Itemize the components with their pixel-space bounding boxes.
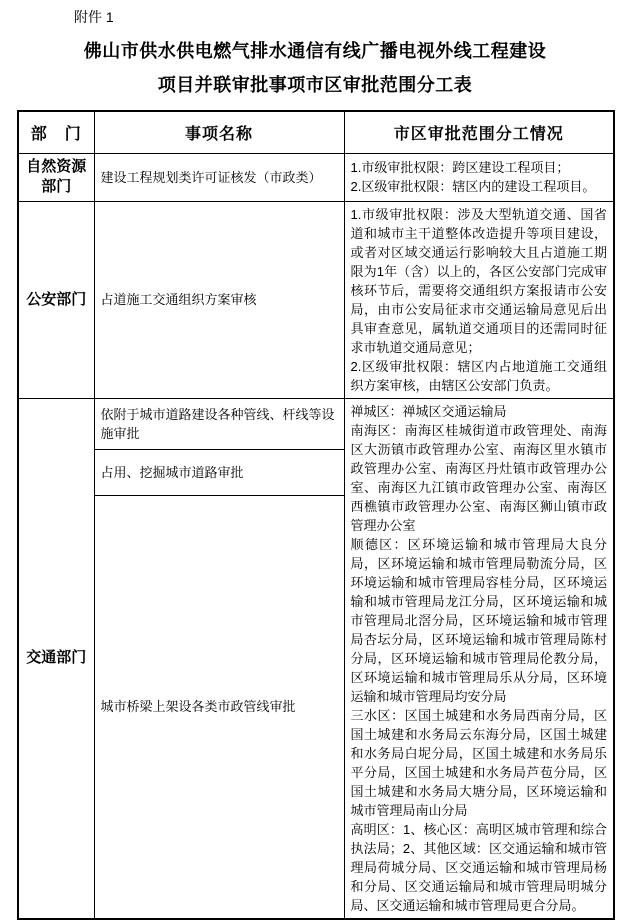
header-cell-scope: 市区审批范围分工情况 — [344, 111, 614, 153]
scope-cell-transport: 禅城区：禅城区交通运输局 南海区：南海区桂城街道市政管理处、南海区大沥镇市政管理办公室、南海区里水镇市政管理办公室、南海区丹灶镇市政管理办公室、南海区九江镇市政管理办公室、南海区西樵镇市政管理办公室、南海区狮山镇市政管理办公室 顺德区：区环境运输和城市管理局大良分局，区环境运输和城市管理局勒流分局，区环境运输和城市管理局容桂分局，区环境运输和城市管理局龙江分局，区环境运输和城市管理局北滘分局，区环境运输和城市管理局杏坛分局，区环境运输和城市管理局陈村分局，区环境运输和城市管理局伦教分局，区环境运输和城市管理局乐从分局，区环境运输和城市管理局均安分局 三水区：区国土城建和水务局西南分局，区国土城建和水务局云东海分局，区国土城建和水务局白坭分局，区国土城建和水务局乐平分局，区国土城建和水务局芦苞分局，区国土城建和水务局大塘分局，区环境运输和城市管理局南山分局 高明区：1、核心区：高明区城市管理和综合执法局；2、其他区域：区交通运输和城市管理局荷城分局、区交通运输和城市管理局杨和分局、区交通运输局和城市管理局明城分局、区交通运输和城市管理局更合分局。 — [344, 398, 614, 919]
page-title-line-1: 佛山市供水供电燃气排水通信有线广播电视外线工程建设 — [83, 41, 547, 61]
attachment-label: 附件 1 — [74, 9, 114, 25]
page-title-line-2: 项目并联审批事项市区审批范围分工表 — [157, 75, 473, 95]
table-row-public-security — [18, 201, 614, 398]
item-cell-road-occupation-traffic-plan: 占道施工交通组织方案审核 — [94, 201, 344, 398]
scope-cell-natural-resources: 1.市级审批权限：跨区建设工程项目； 2.区级审批权限：辖区内的建设工程项目。 — [344, 153, 614, 201]
approval-scope-table — [17, 110, 615, 920]
header-cell-item-name: 事项名称 — [94, 111, 344, 153]
header-cell-department: 部 门 — [18, 111, 94, 153]
item-cell-occupy-excavate-roads: 占用、挖掘城市道路审批 — [94, 449, 344, 496]
table-row-natural-resources — [18, 153, 614, 201]
item-cell-planning-permit: 建设工程规划类许可证核发（市政类） — [94, 153, 344, 201]
dept-cell-public-security: 公安部门 — [18, 201, 94, 398]
item-cell-bridge-pipelines: 城市桥梁上架设各类市政管线审批 — [94, 496, 344, 919]
scope-cell-public-security: 1.市级审批权限：涉及大型轨道交通、国省道和城市主干道整体改造提升等项目建设，或者对区域交通运行影响较大且占道施工期限为1年（含）以上的，各区公安部门完成审核环节后，需要将交通组织方案报请市公安局，由市公安局征求市交通运输局意见后出具审查意见，属轨道交通项目的还需同时征求市轨道交通局意见； 2.区级审批权限：辖区内占地道施工交通组织方案审核，由辖区公安部门负责。 — [344, 201, 614, 398]
item-cell-pipelines-along-roads: 依附于城市道路建设各种管线、杆线等设施审批 — [94, 398, 344, 449]
table-row-transport — [18, 398, 614, 449]
table-header-row — [18, 111, 614, 153]
dept-cell-natural-resources: 自然资源 部门 — [18, 153, 94, 201]
dept-cell-transport: 交通部门 — [18, 398, 94, 919]
